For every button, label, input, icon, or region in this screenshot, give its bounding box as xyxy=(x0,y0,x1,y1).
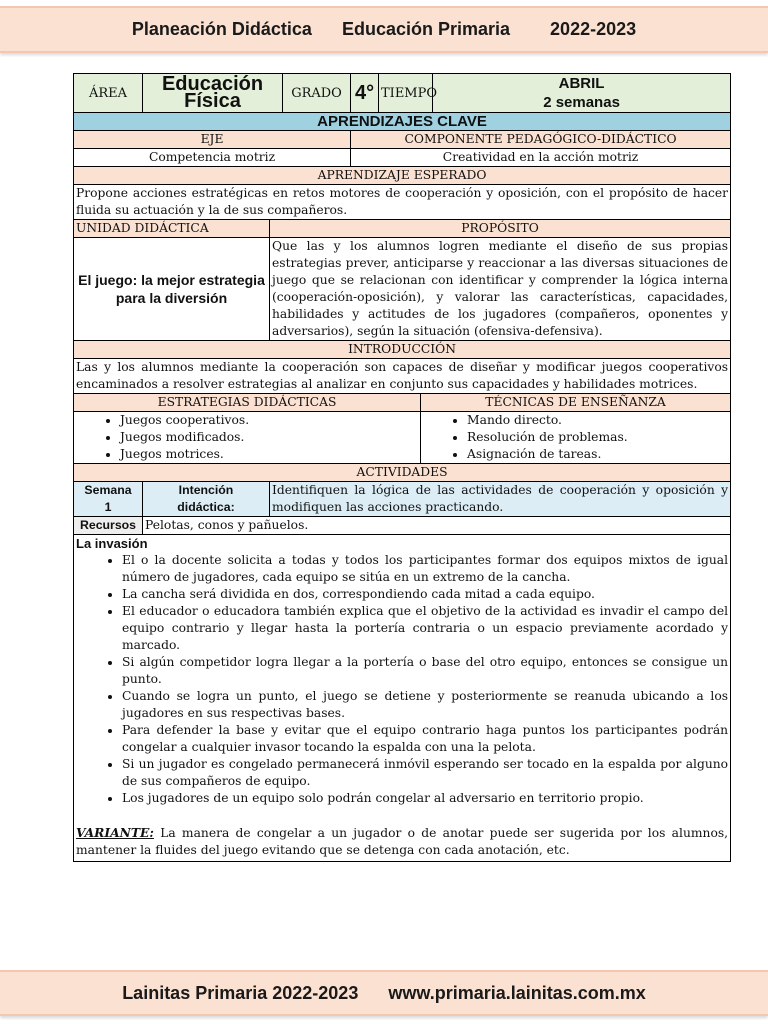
estrategias-list xyxy=(76,412,418,463)
list-item: • Juegos motrices. xyxy=(120,446,418,463)
aprendizaje-esperado-title: APRENDIZAJE ESPERADO xyxy=(74,167,731,185)
estrategias-list-cell xyxy=(74,412,421,464)
footer-url: www.primaria.lainitas.com.mx xyxy=(388,982,646,1003)
footer-banner xyxy=(0,970,768,1016)
semana-cell xyxy=(74,482,143,517)
list-item: • Mando directo. xyxy=(467,412,728,429)
list-item: • La cancha será dividida en dos, correspondiendo cada mitad a cada equipo. xyxy=(122,586,728,603)
game-title: La invasión xyxy=(76,536,148,551)
tiempo-value xyxy=(433,74,731,113)
area-value: Educación Física xyxy=(143,74,283,113)
semana-value: 1 xyxy=(104,500,112,514)
tiempo-label: TIEMPO xyxy=(379,74,433,113)
proposito-label: PROPÓSITO xyxy=(270,220,731,238)
proposito-text: Que las y los alumnos logren mediante el diseño de sus propias estrategias prever, anticiparse y reaccionar a las diversas situaciones de juego que se relacionan con identificar y comprender la lógica interna (cooperación-oposición), y valorar las características, capacidades, habilidades y actitudes de los jugadores (compañeros, oponentes y adversarios), según la situación (ofensiva-defensiva). xyxy=(270,238,731,341)
recursos-label: Recursos xyxy=(74,517,143,535)
variante-text: La manera de congelar a un jugador o de anotar puede ser sugerida por los alumnos, mantener la fluides del juego evitando que se detenga con cada anotación, etc. xyxy=(76,826,729,857)
grado-value: 4° xyxy=(351,74,379,113)
tiempo-duration: 2 semanas xyxy=(543,94,620,111)
introduccion-text: Las y los alumnos mediante la cooperación son capaces de diseñar y modificar juegos cooperativos encaminados a resolver estrategias al analizar en conjunto sus capacidades y habilidades motrices. xyxy=(74,359,731,394)
intencion-label: Intención xyxy=(178,483,234,497)
header-title: Planeación Didáctica xyxy=(131,19,312,39)
unidad-value: El juego: la mejor estrategia para la diversión xyxy=(74,238,270,341)
eje-value: Competencia motriz xyxy=(74,149,351,167)
list-item: • El o la docente solicita a todas y todos los participantes formar dos equipos mixtos de igual número de jugadores, cada equipo se sitúa en un extremo de la cancha. xyxy=(122,552,728,586)
eje-label: EJE xyxy=(74,131,351,149)
intencion-text: Identifiquen la lógica de las actividades de cooperación y oposición y modifiquen las acciones practicando. xyxy=(270,482,731,517)
list-item: • Los jugadores de un equipo solo podrán congelar al adversario en territorio propio. xyxy=(122,790,728,807)
list-item: • Juegos modificados. xyxy=(120,429,418,446)
tecnicas-list-cell xyxy=(421,412,731,464)
grado-label: GRADO xyxy=(283,74,351,113)
planning-table xyxy=(73,73,731,862)
variante-paragraph xyxy=(76,824,728,859)
list-item: • El educador o educadora también explica que el objetivo de la actividad es invadir el campo del equipo contrario y llegar hasta la portería contraria o un espacio previamente acordado y marcado. xyxy=(122,603,728,654)
list-item: • Juegos cooperativos. xyxy=(120,412,418,429)
area-label: ÁREA xyxy=(74,74,143,113)
introduccion-title: INTRODUCCIÓN xyxy=(74,341,731,359)
variante-label: VARIANTE: xyxy=(76,825,154,840)
intencion-label-2: didáctica: xyxy=(177,500,235,514)
list-item: • Cuando se logra un punto, el juego se detiene y posteriormente se reanuda ubicando a los jugadores en sus respectivas bases. xyxy=(122,688,728,722)
list-item: • Si un jugador es congelado permanecerá inmóvil esperando ser tocado en la espalda por alguno de sus compañeros de equipo. xyxy=(122,756,728,790)
list-item: • Asignación de tareas. xyxy=(467,446,728,463)
tecnicas-title: TÉCNICAS DE ENSEÑANZA xyxy=(421,394,731,412)
header-year: 2022-2023 xyxy=(550,19,637,39)
header-level: Educación Primaria xyxy=(341,19,511,39)
componente-value: Creatividad en la acción motriz xyxy=(351,149,731,167)
footer-name: Lainitas Primaria 2022-2023 xyxy=(122,982,359,1003)
list-item: • Si algún competidor logra llegar a la portería o base del otro equipo, entonces se consigue un punto. xyxy=(122,654,728,688)
list-item: • Para defender la base y evitar que el equipo contrario haga puntos los participantes podrán congelar a cualquier invasor tocando la espalda con una la pelota. xyxy=(122,722,728,756)
tiempo-month: ABRIL xyxy=(558,75,605,92)
header-banner xyxy=(0,6,768,53)
unidad-label: UNIDAD DIDÁCTICA xyxy=(74,220,270,238)
estrategias-title: ESTRATEGIAS DIDÁCTICAS xyxy=(74,394,421,412)
planning-document xyxy=(73,73,730,862)
semana-label: Semana xyxy=(84,483,132,497)
activity-cell xyxy=(74,535,731,862)
aprendizajes-title: APRENDIZAJES CLAVE xyxy=(74,113,731,131)
activity-steps xyxy=(76,552,728,807)
tecnicas-list xyxy=(423,412,728,463)
actividades-title: ACTIVIDADES xyxy=(74,464,731,482)
list-item: • Resolución de problemas. xyxy=(467,429,728,446)
intencion-cell xyxy=(143,482,270,517)
aprendizaje-esperado-text: Propone acciones estratégicas en retos motores de cooperación y oposición, con el propósito de hacer fluida su actuación y la de sus compañeros. xyxy=(74,185,731,220)
recursos-text: Pelotas, conos y pañuelos. xyxy=(143,517,731,535)
componente-label: COMPONENTE PEDAGÓGICO-DIDÁCTICO xyxy=(351,131,731,149)
